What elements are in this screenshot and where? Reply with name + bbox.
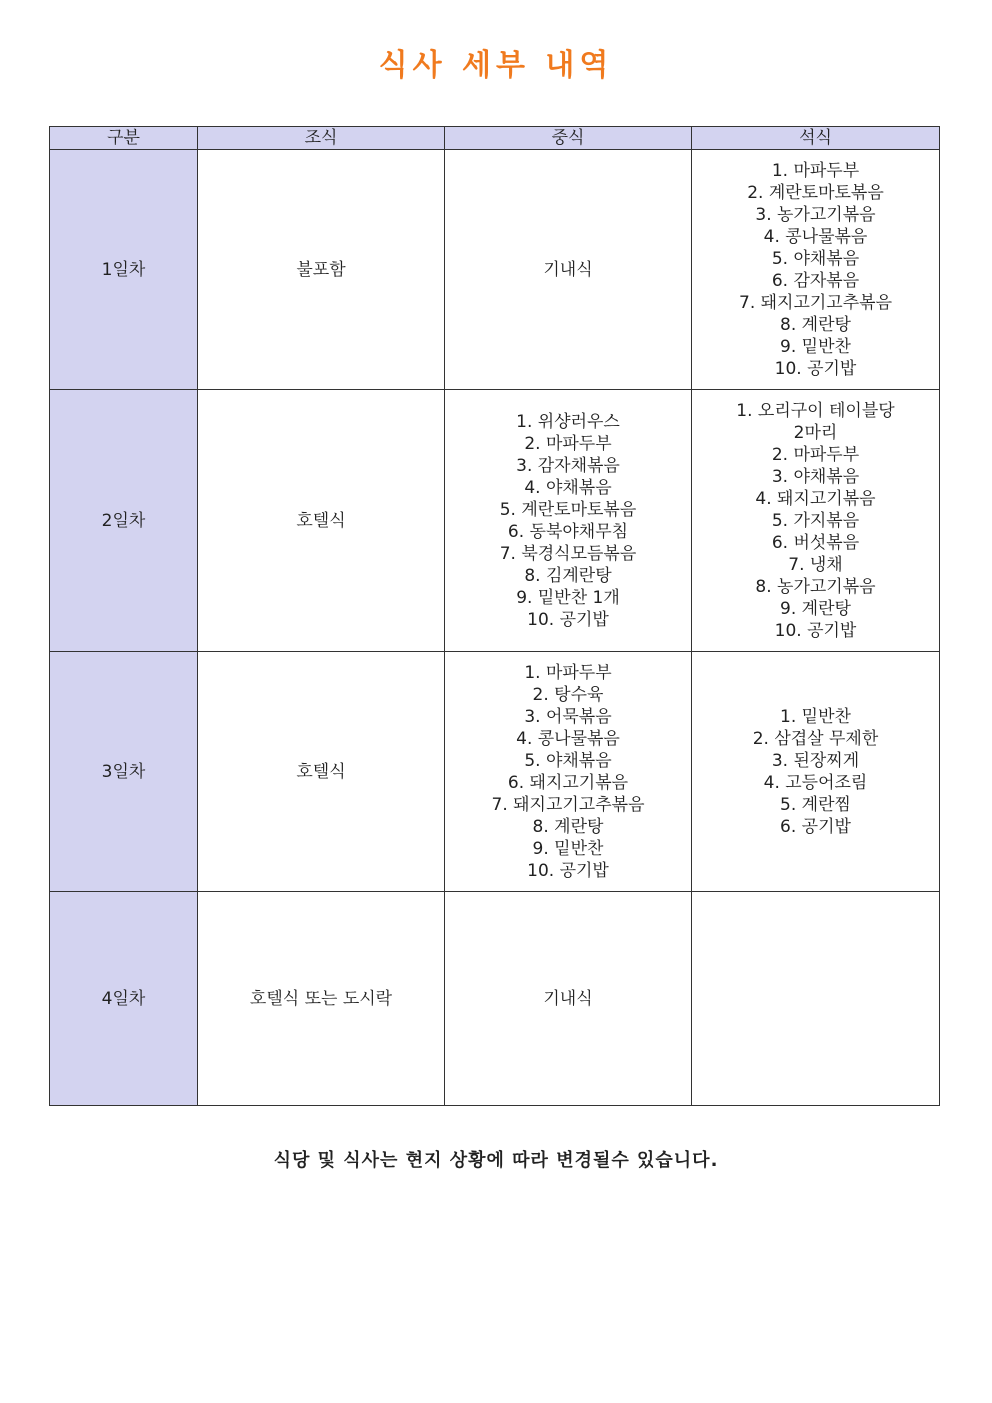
menu-item: 10. 공기밥 xyxy=(527,609,609,630)
table-row xyxy=(50,892,940,1106)
menu-list xyxy=(445,662,691,882)
menu-item: 10. 공기밥 xyxy=(527,860,609,881)
lunch-cell xyxy=(445,390,692,652)
menu-item: 4. 콩나물볶음 xyxy=(516,728,620,749)
menu-item: 6. 동북야채무침 xyxy=(507,521,629,542)
menu-item: 5. 계란찜 xyxy=(780,794,851,815)
meal-table xyxy=(49,126,940,1106)
menu-item: 5. 가지볶음 xyxy=(771,510,860,531)
menu-item: 4. 야채볶음 xyxy=(524,477,612,498)
breakfast-cell: 호텔식 xyxy=(198,390,445,652)
menu-item: 2. 삼겹살 무제한 xyxy=(752,728,879,749)
table-row xyxy=(50,150,940,390)
header-category: 구분 xyxy=(50,127,198,150)
menu-item: 2. 마파두부 xyxy=(771,444,860,465)
menu-item: 7. 돼지고기고추볶음 xyxy=(739,292,892,313)
menu-item: 7. 북경식모듬볶음 xyxy=(499,543,637,564)
menu-item: 8. 계란탕 xyxy=(780,314,851,335)
menu-list xyxy=(692,400,939,642)
day-cell: 1일차 xyxy=(50,150,198,390)
menu-item: 3. 감자채볶음 xyxy=(516,455,620,476)
menu-item: 7. 냉채 xyxy=(788,554,843,575)
menu-item: 5. 계란토마토볶음 xyxy=(499,499,637,520)
menu-item: 8. 농가고기볶음 xyxy=(755,576,876,597)
menu-item: 2. 계란토마토볶음 xyxy=(747,182,884,203)
menu-item: 1. 마파두부 xyxy=(524,662,612,683)
dinner-cell xyxy=(692,892,940,1106)
menu-item: 4. 콩나물볶음 xyxy=(763,226,868,247)
menu-item: 1. 밑반찬 xyxy=(780,706,851,727)
menu-item: 3. 농가고기볶음 xyxy=(755,204,876,225)
breakfast-cell: 호텔식 또는 도시락 xyxy=(198,892,445,1106)
dinner-cell xyxy=(692,652,940,892)
header-lunch: 중식 xyxy=(445,127,692,150)
menu-item: 8. 김계란탕 xyxy=(524,565,612,586)
menu-item: 5. 야채볶음 xyxy=(524,750,612,771)
table-row xyxy=(50,652,940,892)
menu-item: 9. 밑반찬 xyxy=(780,336,851,357)
menu-item: 6. 공기밥 xyxy=(780,816,851,837)
page-title: 식사 세부 내역 xyxy=(378,48,614,83)
menu-item: 9. 밑반찬 xyxy=(532,838,604,859)
header-breakfast: 조식 xyxy=(198,127,445,150)
menu-item: 4. 고등어조림 xyxy=(763,772,868,793)
menu-list xyxy=(692,160,939,380)
menu-item: 8. 계란탕 xyxy=(532,816,604,837)
table-header-row xyxy=(50,127,940,150)
lunch-cell xyxy=(445,652,692,892)
header-dinner: 석식 xyxy=(692,127,940,150)
footer-note: 식당 및 식사는 현지 상황에 따라 변경될수 있습니다. xyxy=(273,1150,719,1171)
day-cell: 2일차 xyxy=(50,390,198,652)
menu-item: 3. 된장찌게 xyxy=(771,750,860,771)
menu-list xyxy=(445,411,691,631)
menu-item: 10. 공기밥 xyxy=(774,358,857,379)
menu-item: 5. 야채볶음 xyxy=(771,248,860,269)
day-cell: 4일차 xyxy=(50,892,198,1106)
menu-item: 1. 마파두부 xyxy=(771,160,860,181)
lunch-cell: 기내식 xyxy=(445,892,692,1106)
menu-list xyxy=(692,706,939,838)
menu-item: 6. 돼지고기볶음 xyxy=(507,772,629,793)
menu-item: 6. 감자볶음 xyxy=(771,270,860,291)
menu-item: 2. 탕수육 xyxy=(532,684,604,705)
breakfast-cell: 호텔식 xyxy=(198,652,445,892)
dinner-cell xyxy=(692,150,940,390)
day-cell: 3일차 xyxy=(50,652,198,892)
menu-item: 2. 마파두부 xyxy=(524,433,612,454)
breakfast-cell: 불포함 xyxy=(198,150,445,390)
dinner-cell xyxy=(692,390,940,652)
menu-item: 9. 계란탕 xyxy=(780,598,851,619)
menu-item: 6. 버섯볶음 xyxy=(771,532,860,553)
menu-item: 3. 야채볶음 xyxy=(771,466,860,487)
menu-item: 4. 돼지고기볶음 xyxy=(755,488,876,509)
table-row xyxy=(50,390,940,652)
menu-item: 1. 오리구이 테이블당 2마리 xyxy=(736,400,895,443)
menu-item: 1. 위샹러우스 xyxy=(516,411,620,432)
menu-item: 7. 돼지고기고추볶음 xyxy=(491,794,645,815)
lunch-cell: 기내식 xyxy=(445,150,692,390)
menu-item: 10. 공기밥 xyxy=(774,620,857,641)
menu-item: 9. 밑반찬 1개 xyxy=(516,587,620,608)
menu-item: 3. 어묵볶음 xyxy=(524,706,612,727)
